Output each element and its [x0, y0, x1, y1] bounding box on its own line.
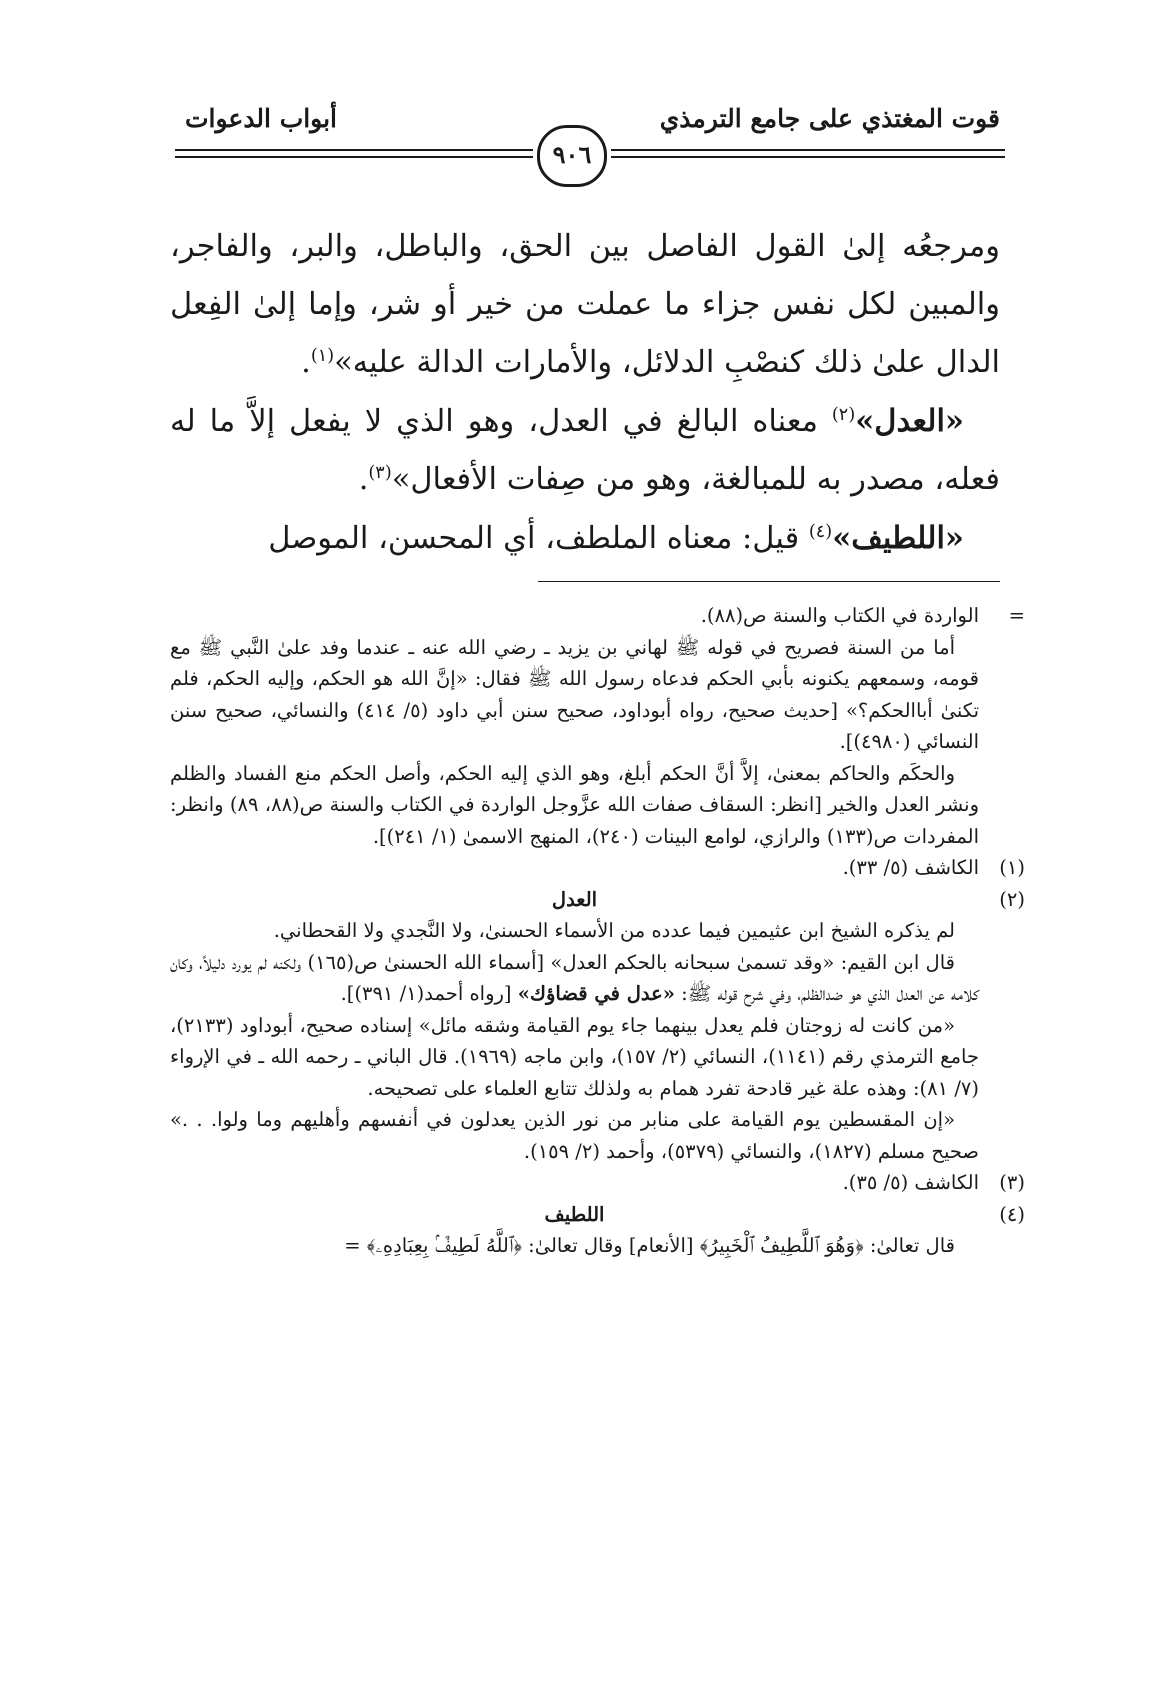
term-latif: «اللطيف»	[832, 520, 964, 556]
footnote-4-header	[170, 1199, 1025, 1231]
header-rule-left-top	[175, 149, 533, 151]
footnote-1: (١) الكاشف (٥/ ٣٣).	[170, 852, 1025, 884]
main-paragraph-2: «العدل»$^{(٢)}$ معناه البالغ في العدل، وهو الذي لا يفعل إلاَّ ما له فعله، مصدر به للمبالغة، وهو من صِفات الأفعال»$^{(٣)}$.	[170, 403, 1000, 497]
footnote-paragraph: «من كانت له زوجتان فلم يعدل بينهما جاء يوم القيامة وشقه مائل» إسناده صحيح، أبوداود (٢١٣٣)، جامع الترمذي رقم (١١٤١)، النسائي (٢/ ١٥٧)، وابن ماجه (١٩٦٩). قال الباني ـ رحمه الله ـ في الإرواء (٧/ ٨١): وهذه علة غير قادحة تفرد همام به ولذلك تتابع العلماء على تصحيحه.	[170, 1013, 980, 1100]
footnote-paragraph: «إن المقسطين يوم القيامة على منابر من نور الذين يعدلون في أنفسهم وأهليهم وما ولوا. . .» صحيح مسلم (١٨٢٧)، والنسائي (٥٣٧٩)، وأحمد (٢/ ١٥٩).	[170, 1108, 979, 1163]
footnote-label: (١)	[999, 856, 1025, 879]
continuation-mark: =	[1008, 604, 1025, 627]
footnote-continuation: = الواردة في الكتاب والسنة ص(٨٨).	[170, 600, 1025, 632]
footnote-paragraph: لم يذكره الشيخ ابن عثيمين فيما عدده من الأسماء الحسنىٰ، ولا النَّجدي ولا القحطاني.	[273, 919, 955, 942]
footnote-label: (٤)	[999, 1202, 1025, 1226]
header-rule-right-bottom	[611, 156, 1005, 158]
footnote-ref-3: (٣)	[368, 462, 392, 483]
section-title: أبواب الدعوات	[185, 104, 338, 133]
book-title: قوت المغتذي على جامع الترمذي	[659, 104, 1000, 133]
term-adl: «العدل»	[855, 403, 964, 439]
footnote-paragraph: أما من السنة فصريح في قوله ﷺ لهاني بن يزيد ـ رضي الله عنه ـ عندما وفد علىٰ النَّبي ﷺ مع قومه، وسمعهم يكنونه بأبي الحكم فدعاه رسول الله ﷺ فقال: «إنَّ الله هو الحكم، وإليه الحكم، فلم تكنىٰ أباالحكم؟» [حديث صحيح، رواه أبوداود، صحيح سنن أبي داود (٥/ ٤١٤) والنسائي، صحيح سنن النسائي (٤٩٨٠)].	[170, 635, 980, 753]
footnote-heading: اللطيف	[544, 1202, 605, 1226]
footnote-ref-2: (٢)	[831, 404, 856, 425]
main-paragraph-1: ومرجعُه إلىٰ القول الفاصل بين الحق، والباطل، والبر، والفاجر، والمبين لكل نفس جزاء ما عملت من خير أو شر، وإما إلىٰ الفِعل الدال علىٰ ذلك كنصْبِ الدلائل، والأمارات الدالة عليه»$^{(١)}$.	[170, 229, 1000, 380]
footnote-paragraph: قال ابن القيم: «وقد تسمىٰ سبحانه بالحكم العدل» [أسماء الله الحسنىٰ ص(١٦٥) ولكنه لم يورد دليلاً، وكان كلامه عن العدل الذي هو ضدالظلم، وفي شرح قوله ﷺ: «عدل في قضاؤك» [رواه أحمد(١/ ٣٩١)].	[170, 950, 979, 1005]
page-number: ٩٠٦	[537, 125, 607, 187]
footnote-heading: العدل	[551, 887, 598, 911]
footnote-ref-1: (١)	[310, 345, 335, 366]
footnote-label: (٣)	[999, 1171, 1025, 1194]
footnote-paragraph: قال تعالىٰ: ﴿وَهُوَ ٱللَّطِيفُ ٱلْخَبِيرُ﴾ [الأنعام] وقال تعالىٰ: ﴿ٱللَّهُ لَطِيفٌۢ بِعِبَادِهِۦ﴾ =	[344, 1234, 955, 1257]
header-rule-right-top	[611, 149, 1005, 151]
main-text	[170, 218, 1000, 568]
header-rule-left-bottom	[175, 156, 533, 158]
footnote-separator	[538, 581, 1000, 582]
main-paragraph-3: «اللطيف»$^{(٤)}$ قيل: معناه الملطف، أي المحسن، الموصل	[268, 520, 964, 556]
footnote-label: (٢)	[999, 887, 1025, 911]
footnote-3: (٣) الكاشف (٥/ ٣٥).	[170, 1167, 1025, 1199]
footnote-paragraph: والحكَم والحاكم بمعنىٰ، إلاَّ أنَّ الحكم أبلغ، وهو الذي إليه الحكم، وأصل الحكم منع الفساد والظلم ونشر العدل والخير [انظر: السقاف صفات الله عزَّوجل الواردة في الكتاب والسنة ص(٨٨، ٨٩) وانظر: المفردات ص(١٣٣) والرازي، لوامع البينات (٢٤٠)، المنهج الاسمىٰ (١/ ٢٤١)].	[170, 761, 979, 848]
footnotes	[170, 600, 1025, 1262]
footnote-2-header	[170, 884, 1025, 916]
footnote-ref-4: (٤)	[808, 521, 833, 542]
